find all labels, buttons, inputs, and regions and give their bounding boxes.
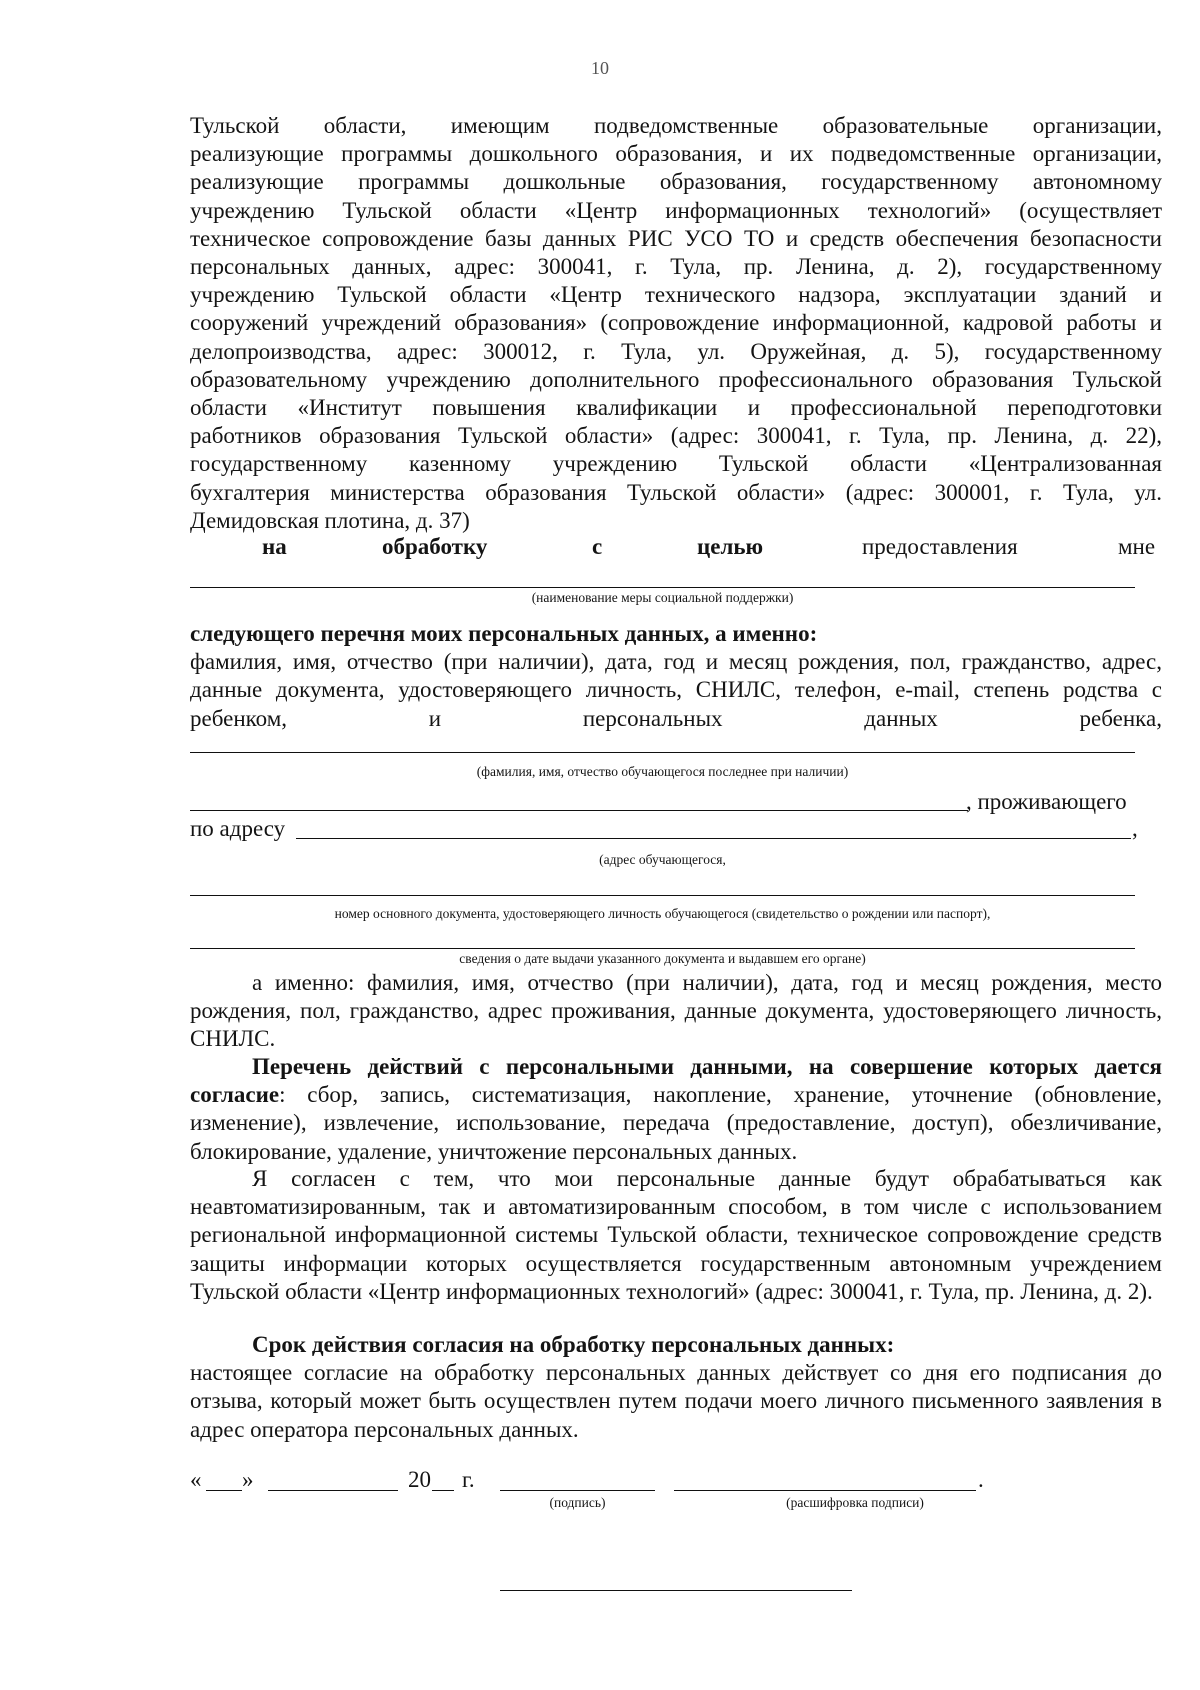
agreement-text: Я согласен с тем, что мои персональные данные будут обрабатываться как неавтоматизированным, так и автоматизированным способом, в том числе с использованием региональной информационной системы Тульской области, техническое сопровождение средств защиты информации которых осуществляется государственным автономным учреждением Тульской области «Центр информационных технологий» (адрес: 300041, г. Тула, пр. Ленина, д. 2). — [190, 1166, 1162, 1304]
child-name-line[interactable] — [190, 752, 1135, 753]
document-caption: номер основного документа, удостоверяющего личность обучающегося (свидетельство о рождении или паспорт), — [334, 906, 991, 921]
purpose-word: целью — [697, 534, 764, 559]
address-label: по адресу — [190, 816, 286, 841]
child-name-line-2[interactable] — [190, 810, 968, 811]
address-caption: (адрес обучающегося, — [599, 852, 726, 867]
address-line[interactable] — [296, 838, 1131, 839]
signature-line[interactable] — [500, 1490, 655, 1491]
text-line: учреждению Тульской области «Центр информационных технологий» (осуществляет — [190, 197, 1162, 223]
purpose-word: обработку — [382, 534, 488, 559]
term-block — [190, 1331, 1162, 1444]
signature-caption: (подпись) — [549, 1495, 606, 1510]
operators-paragraph — [190, 112, 1162, 535]
agreement-paragraph — [190, 1165, 1162, 1306]
date-quote-open: « — [190, 1467, 202, 1492]
text-line: техническое сопровождение базы данных РИС УСО ТО и средств обеспечения безопасности — [190, 225, 1162, 251]
actions-heading: Перечень действий с персональными данными, на совершение которых дается согласие — [190, 1054, 1162, 1108]
year-suffix: г. — [462, 1467, 475, 1492]
data-list-line3 — [190, 705, 1162, 733]
footer-line — [500, 1590, 852, 1591]
text-line: фамилия, имя, отчество (при наличии), дата, год и месяц рождения, пол, гражданство, адрес, — [190, 649, 1162, 675]
purpose-word: на — [262, 534, 287, 559]
term-heading: Срок действия согласия на обработку персональных данных: — [252, 1332, 895, 1357]
text-line: государственному казенному учреждению Тульской области «Централизованная — [190, 451, 1162, 477]
signature-end-dot: . — [978, 1467, 984, 1492]
purpose-word: мне — [1118, 534, 1156, 559]
day-line[interactable] — [206, 1490, 242, 1491]
data-list-block — [190, 620, 1162, 705]
month-line[interactable] — [268, 1490, 398, 1491]
data-list-heading: следующего перечня моих персональных данных, а именно: — [190, 621, 818, 646]
signature-decode-caption: (расшифровка подписи) — [786, 1495, 924, 1510]
purpose-word: с — [592, 534, 603, 559]
text-line: реализующие программы дошкольные образования, государственному автономному — [190, 169, 1162, 195]
signature-decode-line[interactable] — [674, 1490, 976, 1491]
text-line: сооружений учреждений образования» (сопровождение информационной, кадровой работы и — [190, 310, 1162, 336]
text-word: и — [428, 706, 442, 731]
issue-line[interactable] — [190, 948, 1135, 949]
page-number: 10 — [591, 58, 609, 78]
text-line: образовательному учреждению дополнительного профессионального образования Тульской — [190, 366, 1162, 392]
text-word: персональных — [582, 706, 723, 731]
residing-text: , проживающего — [966, 789, 1127, 814]
issue-caption: сведения о дате выдачи указанного документа и выдавшем его органе) — [459, 951, 866, 966]
actions-paragraph — [190, 1053, 1162, 1166]
namely-text: а именно: фамилия, имя, отчество (при наличии), дата, год и месяц рождения, место рождения, пол, гражданство, адрес проживания, данные документа, удостоверяющего личность, СНИЛС. — [190, 970, 1162, 1052]
actions-list: : сбор, запись, систематизация, накопление, хранение, уточнение (обновление, изменение), извлечение, использование, передача (предоставление, доступ), обезличивание, блокирование, удаление, уничтожение персональных данных. — [190, 1082, 1162, 1164]
text-word: данных — [864, 706, 938, 731]
purpose-word: предоставления — [862, 534, 1018, 559]
date-quote-close: » — [242, 1467, 254, 1492]
text-word: ребенка, — [1079, 706, 1162, 731]
actions-text — [190, 1053, 1162, 1166]
namely-paragraph — [190, 969, 1162, 1054]
text-line: персональных данных, адрес: 300041, г. Тула, пр. Ленина, д. 2), государственному — [190, 254, 1162, 280]
document-line[interactable] — [190, 895, 1135, 896]
term-text: настоящее согласие на обработку персональных данных действует со дня его подписания до отзыва, который может быть осуществлен путем подачи моего личного письменного заявления в адрес оператора персональных данных. — [190, 1360, 1162, 1442]
child-name-caption: (фамилия, имя, отчество обучающегося последнее при наличии) — [476, 764, 849, 779]
text-line: области «Институт повышения квалификации и профессиональной переподготовки — [190, 395, 1162, 421]
support-measure-line[interactable] — [190, 587, 1135, 588]
address-end-comma: , — [1132, 816, 1138, 841]
text-line: работников образования Тульской области» (адрес: 300041, г. Тула, пр. Ленина, д. 22), — [190, 423, 1162, 449]
text-line: делопроизводства, адрес: 300012, г. Тула, ул. Оружейная, д. 5), государственному — [190, 338, 1162, 364]
text-line: Тульской области, имеющим подведомственные образовательные организации, — [190, 113, 1162, 138]
text-line: данные документа, удостоверяющего личность, СНИЛС, телефон, e-mail, степень родства с — [190, 677, 1162, 703]
text-line: бухгалтерия министерства образования Тульской области» (адрес: 300001, г. Тула, ул. — [190, 479, 1162, 505]
year-line[interactable] — [432, 1490, 454, 1491]
year-prefix: 20 — [408, 1467, 431, 1492]
text-line: реализующие программы дошкольного образования, и их подведомственные организации, — [190, 141, 1162, 167]
support-measure-caption: (наименование меры социальной поддержки) — [531, 590, 794, 605]
text-line: Демидовская плотина, д. 37) — [190, 507, 470, 533]
text-word: ребенком, — [190, 706, 287, 731]
text-line: учреждению Тульской области «Центр технического надзора, эксплуатации зданий и — [190, 282, 1162, 308]
